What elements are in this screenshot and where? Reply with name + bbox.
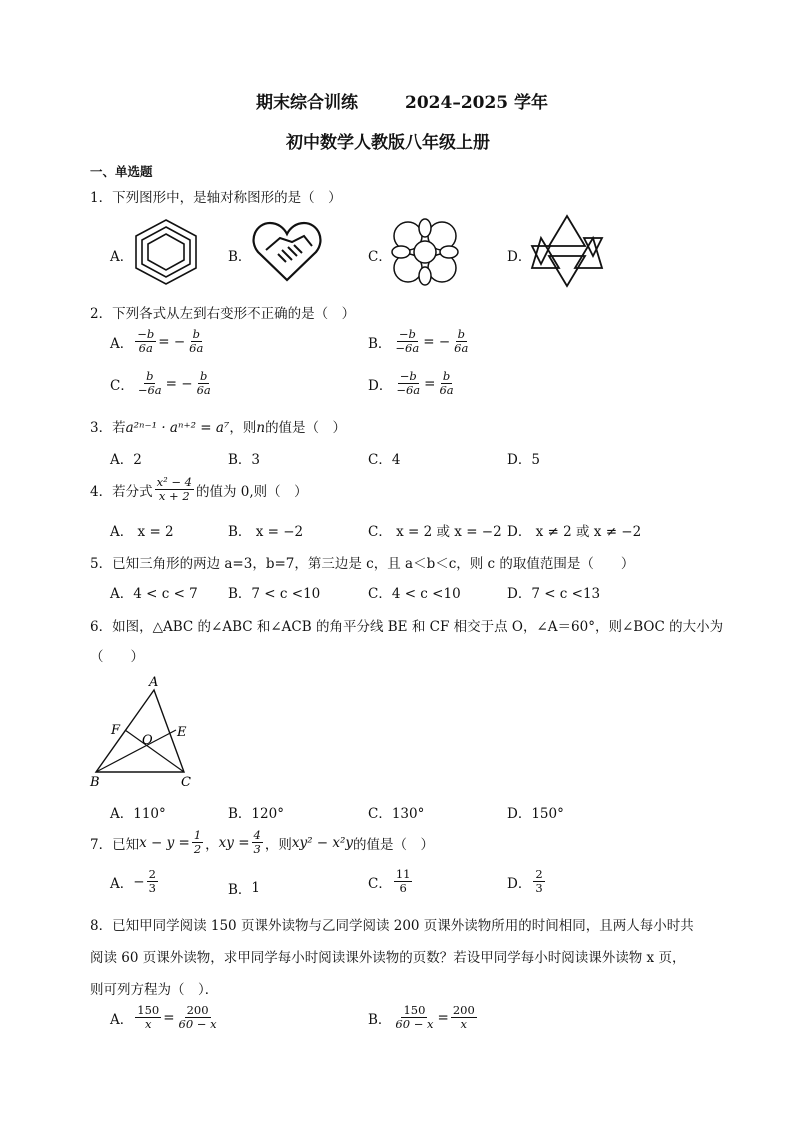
numerator: b bbox=[192, 327, 200, 341]
heart-handshake-figure bbox=[252, 220, 322, 282]
numerator: 150 bbox=[403, 1003, 426, 1017]
q7-option-c bbox=[368, 868, 414, 895]
fraction bbox=[451, 1004, 477, 1031]
vertex-label-c: C bbox=[181, 775, 191, 790]
question-5-stem: 5．已知三角形的两边 a=3，b=7，第三边是 c，且 a＜b＜c，则 c 的取值范围是（ ） bbox=[90, 556, 635, 572]
equals: = bbox=[163, 1009, 175, 1026]
point-label-o: O bbox=[142, 733, 153, 748]
denominator: 60 − x bbox=[395, 1017, 434, 1032]
denominator: x bbox=[144, 1017, 152, 1032]
minus-sign: − bbox=[133, 873, 145, 890]
title-line1-part2: 2024–2025 学年 bbox=[405, 93, 549, 113]
fraction bbox=[136, 370, 164, 397]
hexagon-figure bbox=[133, 218, 199, 286]
fraction bbox=[195, 370, 213, 397]
denominator: 60 − x bbox=[178, 1017, 217, 1032]
question-8-line3: 则可列方程为（ ）． bbox=[90, 982, 219, 998]
q6-option-b: B．120° bbox=[228, 806, 284, 822]
q3-option-b: B．3 bbox=[228, 452, 261, 468]
question-3-stem bbox=[90, 416, 346, 436]
denominator: 3 bbox=[253, 842, 261, 857]
q1-option-a-label: A． bbox=[110, 249, 134, 265]
numerator: −b bbox=[399, 369, 417, 383]
q2-option-a-label: A． bbox=[110, 335, 134, 352]
denominator: 6a bbox=[189, 341, 204, 356]
question-7-stem bbox=[90, 829, 434, 856]
q6-option-c: C．130° bbox=[368, 806, 425, 822]
q4-stem-pre: 4．若分式 bbox=[90, 483, 153, 500]
q7-option-a bbox=[110, 868, 160, 895]
q7-stem-pre: 7．已知 bbox=[90, 836, 140, 853]
question-8-line1: 8．已知甲同学阅读 150 页课外读物与乙同学阅读 200 页课外读物所用的时间相同，且两人每小时共 bbox=[90, 918, 694, 934]
denominator: 6a bbox=[439, 383, 454, 398]
four-petal-flower-figure bbox=[392, 218, 458, 286]
numerator: x² − 4 bbox=[156, 475, 192, 489]
numerator: 150 bbox=[137, 1003, 160, 1017]
q7-expr3: xy² − x²y bbox=[291, 834, 354, 851]
fraction bbox=[533, 868, 544, 895]
denominator: 6a bbox=[138, 341, 153, 356]
q4-option-b: B． x = −2 bbox=[228, 524, 304, 540]
numerator: b bbox=[442, 369, 451, 383]
numerator: −b bbox=[398, 327, 416, 341]
equals-minus: = − bbox=[165, 375, 193, 392]
point-label-e: E bbox=[177, 725, 187, 740]
q7-option-b-label: B． bbox=[228, 882, 252, 898]
point-label-f: F bbox=[111, 723, 121, 738]
q8-option-a-label: A． bbox=[110, 1011, 134, 1028]
denominator: 3 bbox=[535, 881, 543, 896]
q4-option-d: D． x ≠ 2 或 x ≠ −2 bbox=[507, 524, 642, 540]
equals: = bbox=[437, 1009, 449, 1026]
q3-variable: n bbox=[256, 420, 266, 436]
q5-option-b: B．7 < c <10 bbox=[228, 586, 321, 602]
q2-option-c bbox=[110, 370, 215, 397]
denominator: x bbox=[460, 1017, 468, 1032]
q2-option-b bbox=[368, 328, 472, 355]
q7-option-b bbox=[228, 878, 260, 898]
q3-expression: a²ⁿ⁻¹ · aⁿ⁺² = a⁷ bbox=[125, 420, 230, 436]
question-4-stem bbox=[90, 476, 308, 503]
q3-option-c: C．4 bbox=[368, 452, 401, 468]
denominator: −6a bbox=[395, 341, 420, 356]
q3-stem-end: 的值是（ ） bbox=[265, 420, 347, 436]
fraction bbox=[155, 476, 194, 503]
denominator: x + 2 bbox=[158, 489, 190, 504]
title-line1-part1: 期末综合训练 bbox=[256, 93, 358, 113]
q1-option-d-label: D． bbox=[507, 249, 532, 265]
denominator: 6a bbox=[196, 383, 211, 398]
q3-stem-post: ，则 bbox=[229, 420, 257, 436]
fraction bbox=[394, 370, 422, 397]
q2-option-d-label: D． bbox=[368, 377, 393, 394]
q5-option-c: C．4 < c <10 bbox=[368, 586, 461, 602]
q8-option-b bbox=[368, 1004, 479, 1031]
q6-option-d: D．150° bbox=[507, 806, 564, 822]
interlocked-triangles-figure bbox=[530, 214, 604, 288]
triangle-abc-figure bbox=[88, 672, 208, 790]
denominator: 6 bbox=[399, 881, 407, 896]
q2-option-a bbox=[110, 328, 207, 355]
q3-option-d: D．5 bbox=[507, 452, 540, 468]
q4-option-a: A． x = 2 bbox=[110, 524, 174, 540]
q7-stem-post: ，则 bbox=[264, 836, 292, 853]
numerator: b bbox=[146, 369, 154, 383]
denominator: 3 bbox=[148, 881, 156, 896]
numerator: 2 bbox=[148, 867, 156, 881]
numerator: 200 bbox=[452, 1003, 475, 1017]
numerator: 2 bbox=[535, 867, 543, 881]
equals: = bbox=[424, 375, 436, 392]
q3-option-a: A．2 bbox=[110, 452, 142, 468]
section-heading: 一、单选题 bbox=[90, 164, 153, 179]
q8-option-b-label: B． bbox=[368, 1011, 392, 1028]
q5-option-d: D．7 < c <13 bbox=[507, 586, 601, 602]
q7-option-a-label: A． bbox=[110, 875, 134, 892]
question-2-stem: 2．下列各式从左到右变形不正确的是（ ） bbox=[90, 306, 356, 322]
numerator: 4 bbox=[253, 828, 261, 842]
numerator: b bbox=[199, 369, 208, 383]
numerator: 11 bbox=[395, 867, 411, 881]
fraction bbox=[135, 1004, 161, 1031]
q1-option-b-label: B． bbox=[228, 249, 252, 265]
denominator: 2 bbox=[193, 842, 202, 857]
numerator: b bbox=[457, 327, 465, 341]
fraction bbox=[437, 370, 455, 397]
q4-stem-post: 的值为 0,则（ ） bbox=[195, 483, 308, 500]
numerator: 200 bbox=[186, 1003, 209, 1017]
numerator: −b bbox=[137, 327, 155, 341]
denominator: −6a bbox=[137, 383, 162, 398]
q6-option-a: A．110° bbox=[110, 806, 166, 822]
fraction bbox=[252, 829, 263, 856]
fraction bbox=[147, 868, 158, 895]
vertex-label-a: A bbox=[149, 675, 159, 690]
fraction bbox=[394, 868, 413, 895]
question-6-stem-line2: （ ） bbox=[90, 649, 144, 665]
numerator: 1 bbox=[193, 828, 202, 842]
q7-option-b-value: 1 bbox=[251, 880, 261, 896]
q4-option-c: C． x = 2 或 x = −2 bbox=[368, 524, 502, 540]
equals-minus: = − bbox=[158, 333, 186, 350]
fraction bbox=[452, 328, 470, 355]
vertex-label-b: B bbox=[90, 775, 100, 790]
question-6-stem: 6．如图，△ABC 的∠ABC 和∠ACB 的角平分线 BE 和 CF 相交于点 O，∠A＝60°，则∠BOC 的大小为 bbox=[90, 619, 724, 635]
q7-separator: ， bbox=[205, 836, 219, 853]
q5-option-a: A．4 < c < 7 bbox=[110, 586, 198, 602]
q7-option-d-label: D． bbox=[507, 875, 532, 892]
title-line2: 初中数学人教版八年级上册 bbox=[286, 133, 490, 153]
fraction bbox=[192, 829, 203, 856]
denominator: 6a bbox=[454, 341, 469, 356]
q7-expr1: x − y = bbox=[139, 834, 190, 851]
question-1-stem: 1．下列图形中，是轴对称图形的是（ ） bbox=[90, 190, 342, 206]
q3-stem-pre: 3．若 bbox=[90, 420, 126, 436]
q1-option-c-label: C． bbox=[368, 249, 392, 265]
q2-option-d bbox=[368, 370, 458, 397]
equals-minus: = − bbox=[423, 333, 451, 350]
denominator: −6a bbox=[396, 383, 421, 398]
question-8-line2: 阅读 60 页课外读物，求甲同学每小时阅读课外读物的页数？若设甲同学每小时阅读课外读物 x 页， bbox=[90, 950, 686, 966]
q7-expr2: xy = bbox=[218, 834, 250, 851]
q2-option-b-label: B． bbox=[368, 335, 392, 352]
q8-option-a bbox=[110, 1004, 221, 1031]
fraction bbox=[187, 328, 205, 355]
fraction bbox=[393, 1004, 435, 1031]
fraction bbox=[177, 1004, 219, 1031]
fraction bbox=[393, 328, 421, 355]
q7-option-d bbox=[507, 868, 547, 895]
fraction bbox=[135, 328, 156, 355]
q7-option-c-label: C． bbox=[368, 875, 392, 892]
q2-option-c-label: C． bbox=[110, 377, 134, 394]
q7-stem-end: 的值是（ ） bbox=[353, 836, 435, 853]
